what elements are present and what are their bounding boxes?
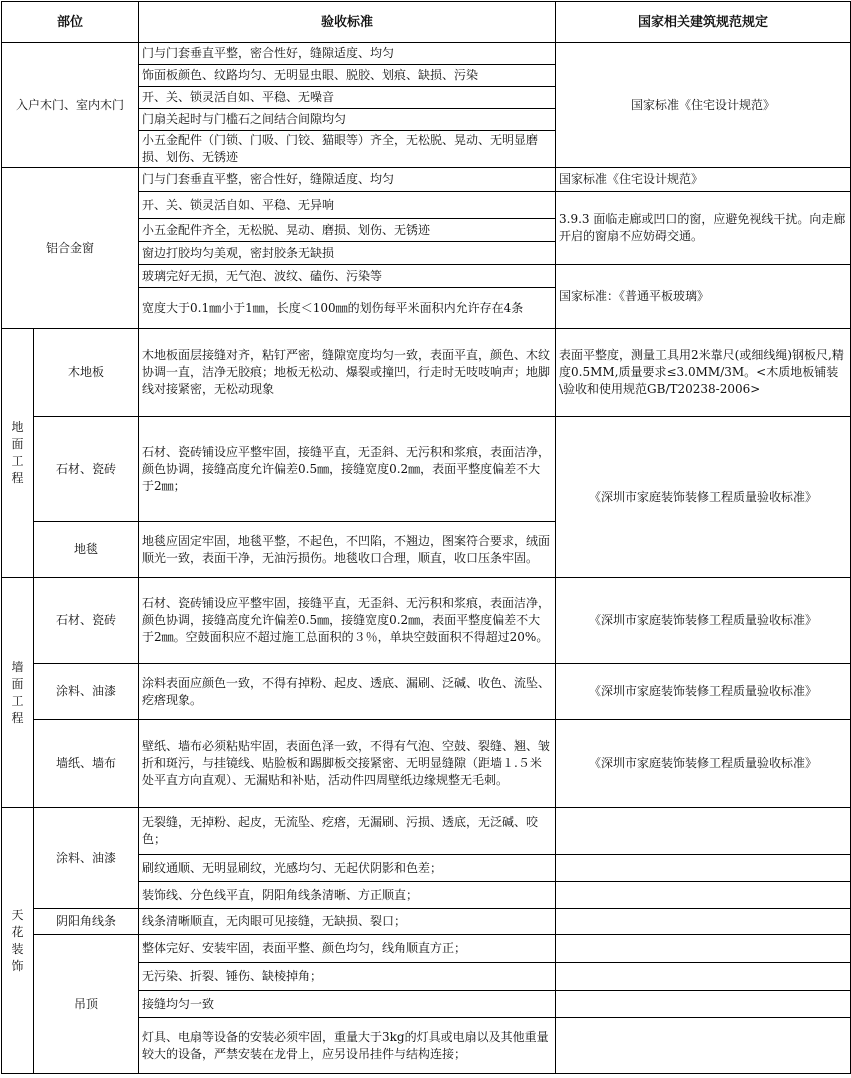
header-criteria: 验收标准 bbox=[139, 2, 556, 43]
standard-cell bbox=[556, 808, 851, 855]
criteria-cell: 开、关、锁灵活自如、平稳、无异响 bbox=[139, 192, 556, 219]
standard-cell bbox=[556, 963, 851, 991]
criteria-cell: 门与门套垂直平整，密合性好，缝隙适度、均匀 bbox=[139, 43, 556, 65]
category-char: 天 bbox=[11, 907, 24, 922]
criteria-cell: 玻璃完好无损，无气泡、波纹、磕伤、污染等 bbox=[139, 265, 556, 288]
table-row bbox=[2, 168, 851, 192]
table-row bbox=[2, 578, 851, 664]
category-wall bbox=[2, 578, 34, 808]
criteria-cell: 装饰线、分色线平直，阴阳角线条清晰、方正顺直； bbox=[139, 882, 556, 909]
criteria-cell: 灯具、电扇等设备的安装必须牢固，重量大于3kg的灯具或电扇以及其他重量较大的设备，严禁安装在龙骨上，应另设吊挂件与结构连接； bbox=[139, 1018, 556, 1074]
part-wall-paint: 涂料、油漆 bbox=[34, 664, 139, 720]
table-row bbox=[2, 329, 851, 417]
standard-cell: 《深圳市家庭装饰装修工程质量验收标准》 bbox=[556, 664, 851, 720]
criteria-cell: 饰面板颜色、纹路均匀、无明显虫眼、脱胶、划痕、缺损、污染 bbox=[139, 65, 556, 87]
header-standard: 国家相关建筑规范规定 bbox=[556, 2, 851, 43]
standard-cell: 《深圳市家庭装饰装修工程质量验收标准》 bbox=[556, 417, 851, 578]
category-char: 工 bbox=[11, 454, 24, 468]
category-char: 面 bbox=[11, 676, 24, 691]
standard-cell: 国家标准《住宅设计规范》 bbox=[556, 43, 851, 168]
category-char: 程 bbox=[11, 471, 24, 485]
standard-cell: 《深圳市家庭装饰装修工程质量验收标准》 bbox=[556, 578, 851, 664]
category-char: 装 bbox=[11, 941, 24, 956]
criteria-cell: 木地板面层接缝对齐，粘钉严密，缝隙宽度均匀一致，表面平直，颜色、木纹协调一直，洁净无胶痕；地板无松动、爆裂或撞凹，行走时无吱吱响声；地脚线对接紧密，无松动现象 bbox=[139, 329, 556, 417]
standard-cell bbox=[556, 855, 851, 882]
standard-cell: 国家标准：《普通平板玻璃》 bbox=[556, 265, 851, 329]
table-header-row bbox=[2, 2, 851, 43]
criteria-cell: 整体完好、安装牢固，表面平整、颜色均匀，线角顺直方正； bbox=[139, 935, 556, 963]
table-row bbox=[2, 664, 851, 720]
criteria-cell: 小五金配件（门锁、门吸、门铰、猫眼等）齐全，无松脱、晃动、无明显磨损、划伤、无锈迹 bbox=[139, 131, 556, 168]
part-wood-floor: 木地板 bbox=[34, 329, 139, 417]
standard-cell: 3.9.3 面临走廊或凹口的窗，应避免视线干扰。向走廊开启的窗扇不应妨碍交通。 bbox=[556, 192, 851, 265]
category-char: 地 bbox=[11, 420, 24, 434]
standard-cell bbox=[556, 882, 851, 909]
table-row bbox=[2, 720, 851, 808]
criteria-cell: 石材、瓷砖铺设应平整牢固，接缝平直，无歪斜、无污积和浆痕，表面洁净，颜色协调，接缝高度允许偏差0.5㎜，接缝宽度0.2㎜，表面平整度偏差不大于2㎜。空鼓面积应不超过施工总面积的３％，单块空鼓面积不得超过20%。 bbox=[139, 578, 556, 664]
part-ceiling-paint: 涂料、油漆 bbox=[34, 808, 139, 909]
part-floor-tile: 石材、瓷砖 bbox=[34, 417, 139, 522]
category-char: 墙 bbox=[11, 659, 24, 674]
standard-cell bbox=[556, 935, 851, 963]
standard-cell bbox=[556, 991, 851, 1018]
standard-cell: 国家标准《住宅设计规范》 bbox=[556, 168, 851, 192]
part-carpet: 地毯 bbox=[34, 522, 139, 578]
category-char: 程 bbox=[11, 710, 24, 725]
standard-cell: 表面平整度，测量工具用2米靠尺(或细线绳)钢板尺,精度0.5MM,质量要求≤3.0MM/3M。<木质地板铺装\验收和使用规范GB/T20238-2006> bbox=[556, 329, 851, 417]
part-aluminum-window: 铝合金窗 bbox=[2, 168, 139, 329]
criteria-cell: 刷纹通顺、无明显刷纹，光感均匀、无起伏阴影和色差； bbox=[139, 855, 556, 882]
part-wallpaper: 墙纸、墙布 bbox=[34, 720, 139, 808]
criteria-cell: 线条清晰顺直，无肉眼可见接缝，无缺损、裂口； bbox=[139, 909, 556, 935]
part-suspended-ceiling: 吊顶 bbox=[34, 935, 139, 1074]
category-char: 饰 bbox=[11, 958, 24, 973]
acceptance-standards-table bbox=[1, 1, 851, 1074]
part-wood-door: 入户木门、室内木门 bbox=[2, 43, 139, 168]
criteria-cell: 地毯应固定牢固，地毯平整，不起色，不凹陷，不翘边，图案符合要求，绒面顺光一致，表面干净，无油污损伤。地毯收口合理，顺直，收口压条牢固。 bbox=[139, 522, 556, 578]
category-ceiling bbox=[2, 808, 34, 1074]
part-corner-line: 阴阳角线条 bbox=[34, 909, 139, 935]
criteria-cell: 涂料表面应颜色一致，不得有掉粉、起皮、透底、漏刷、泛碱、收色、流坠、疙瘩现象。 bbox=[139, 664, 556, 720]
criteria-cell: 门扇关起时与门槛石之间结合间隙均匀 bbox=[139, 109, 556, 131]
table-row bbox=[2, 43, 851, 65]
criteria-cell: 小五金配件齐全，无松脱、晃动、磨损、划伤、无锈迹 bbox=[139, 219, 556, 242]
criteria-cell: 无裂缝，无掉粉、起皮，无流坠、疙瘩，无漏刷、污损、透底，无泛碱、咬色； bbox=[139, 808, 556, 855]
standard-cell: 《深圳市家庭装饰装修工程质量验收标准》 bbox=[556, 720, 851, 808]
table-row bbox=[2, 417, 851, 522]
category-char: 面 bbox=[11, 437, 24, 451]
category-char: 花 bbox=[11, 924, 24, 939]
table-row bbox=[2, 808, 851, 855]
category-floor bbox=[2, 329, 34, 578]
criteria-cell: 窗边打胶均匀美观，密封胶条无缺损 bbox=[139, 242, 556, 265]
criteria-cell: 壁纸、墙布必须粘贴牢固，表面色泽一致，不得有气泡、空鼓、裂缝、翘、皱折和斑污，与挂镜线、贴脸板和踢脚板交接紧密、无明显缝隙（距墙１.５米处平直方向直观）、无漏贴和补贴，活动件四周壁纸边缘规整无毛刺。 bbox=[139, 720, 556, 808]
standard-cell bbox=[556, 1018, 851, 1074]
table-row bbox=[2, 935, 851, 963]
standard-cell bbox=[556, 909, 851, 935]
category-char: 工 bbox=[11, 693, 24, 708]
criteria-cell: 开、关、锁灵活自如、平稳、无噪音 bbox=[139, 87, 556, 109]
criteria-cell: 无污染、折裂、锤伤、缺棱掉角； bbox=[139, 963, 556, 991]
header-part: 部位 bbox=[2, 2, 139, 43]
criteria-cell: 石材、瓷砖铺设应平整牢固，接缝平直，无歪斜、无污积和浆痕，表面洁净，颜色协调，接缝高度允许偏差0.5㎜，接缝宽度0.2㎜，表面平整度偏差不大于2㎜； bbox=[139, 417, 556, 522]
criteria-cell: 宽度大于0.1㎜小于1㎜，长度＜100㎜的划伤每平米面积内允许存在4条 bbox=[139, 288, 556, 329]
criteria-cell: 门与门套垂直平整，密合性好，缝隙适度、均匀 bbox=[139, 168, 556, 192]
criteria-cell: 接缝均匀一致 bbox=[139, 991, 556, 1018]
table-row bbox=[2, 909, 851, 935]
part-wall-tile: 石材、瓷砖 bbox=[34, 578, 139, 664]
